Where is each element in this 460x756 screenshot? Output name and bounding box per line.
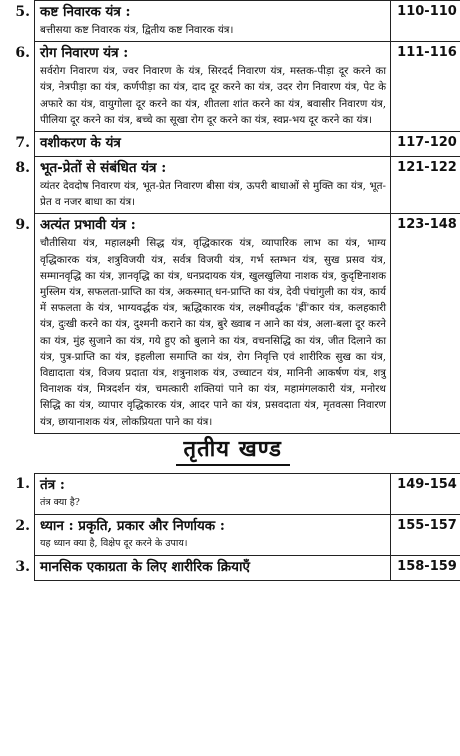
entry-pages: 155-157	[391, 515, 460, 556]
toc-row	[2, 556, 460, 581]
section-title: तृतीय खण्ड	[176, 434, 290, 466]
toc-table	[2, 0, 460, 581]
entry-description: तंत्र क्या है?	[40, 496, 80, 508]
entry-number: 3.	[15, 558, 30, 575]
entry-description: बत्तीसया कष्ट निवारक यंत्र, द्वितीय कष्ट निवारक यंत्र।	[40, 24, 234, 36]
entry-title: ध्यान : प्रकृति, प्रकार और निर्णायक :	[40, 518, 225, 535]
entry-pages: 123-148	[391, 214, 460, 433]
entry-number: 6.	[15, 44, 30, 61]
entry-title: वशीकरण के यंत्र	[40, 135, 121, 152]
entry-title: भूत-प्रेतों से संबंधित यंत्र :	[40, 160, 167, 177]
entry-number: 7.	[15, 134, 30, 151]
toc-row	[2, 132, 460, 157]
toc-row	[2, 214, 460, 433]
toc-row	[2, 515, 460, 556]
entry-number: 2.	[15, 517, 30, 534]
entry-description: व्यंतर देवदोष निवारण यंत्र, भूत-प्रेत निवारण बीसा यंत्र, ऊपरी बाधाओं से मुक्ति का यंत्र, भूत-प्रेत व नजर बाधा का यंत्र।	[40, 180, 386, 209]
entry-pages: 149-154	[391, 473, 460, 514]
entry-description: चौतीसिया यंत्र, महालक्ष्मी सिद्ध यंत्र, वृद्धिकारक यंत्र, व्यापारिक लाभ का यंत्र, भाग्य वृद्धिकारक यंत्र, शत्रुविजयी यंत्र, सर्वत्र विजयी यंत्र, गर्भ स्तम्भन यंत्र, सुख प्रसव यंत्र, सम्मानवृद्धि का यंत्र, ज्ञानवृद्धि का यंत्र, धनप्रदायक यंत्र, खुलखुलिया नाशक यंत्र, कुदृष्टिनाशक मुस्लिम यंत्र, सफलता-प्राप्ति का यंत्र, अकस्मात् धन-प्राप्ति का यंत्र, देवी पंचांगुली का यंत्र, कार्य में सफलता के यंत्र, भाग्यवर्द्धक यंत्र, ऋद्धिकारक यंत्र, लक्ष्मीवर्द्धक 'ह्रीं'कार यंत्र, कलहकारी यंत्र, दुःखी करने का यंत्र, दुश्मनी कराने का यंत्र, बुरे ख्वाब न आने का यंत्र, अला-बला दूर करने का यंत्र, मुंह सुजाने का यंत्र, गये हुए को बुलाने का यंत्र, वचनसिद्धि का यंत्र, जीत दिलाने का यंत्र, पुत्र-प्राप्ति का यंत्र, इहलीला समाप्ति का यंत्र, रोग निवृत्ति एवं शारीरिक सुख का यंत्र, विद्यादाता यंत्र, विजय प्रदाता यंत्र, शत्रुनाशक यंत्र, उच्चाटन यंत्र, मानिनी आकर्षण यंत्र, शत्रु विनाशक यंत्र, मित्रदर्शन यंत्र, चमत्कारी शक्तियां पाने का यंत्र, महामंगलकारी यंत्र, मनोरथ सिद्धि का यंत्र, व्यापार वृद्धिकारक यंत्र, आदर पाने का यंत्र, प्रसवदाता यंत्र, मृतवत्सा निवारण यंत्र, छायानाशक यंत्र, लोकप्रियता पाने का यंत्र।	[40, 237, 386, 428]
entry-description: सर्वरोग निवारण यंत्र, ज्वर निवारण के यंत्र, सिरदर्द निवारण यंत्र, मस्तक-पीड़ा दूर करने का यंत्र, नेत्रपीड़ा का यंत्र, कर्णपीड़ा का यंत्र, दाद दूर करने का यंत्र, उदर रोग निवारण यंत्र, पेट के अफारे का यंत्र, वायुगोला दूर करने का यंत्र, शीतला शांत करने का यंत्र, बवासीर निवारण यंत्र, पीलिया दूर करने का यंत्र, बच्चे का सूखा रोग दूर करने का यंत्र, स्वप्न-भय दूर करने का यंत्र।	[40, 65, 386, 126]
entry-number: 5.	[15, 3, 30, 20]
toc-row	[2, 42, 460, 132]
entry-title: रोग निवारण यंत्र :	[40, 45, 129, 62]
entry-pages: 117-120	[391, 132, 460, 157]
toc-row	[2, 1, 460, 42]
entry-number: 8.	[15, 159, 30, 176]
entry-title: मानसिक एकाग्रता के लिए शारीरिक क्रियाएँ	[40, 559, 250, 576]
entry-pages: 158-159	[391, 556, 460, 581]
entry-number: 9.	[15, 216, 30, 233]
entry-pages: 110-110	[391, 1, 460, 42]
section-heading-row	[2, 433, 460, 473]
entry-title: अत्यंत प्रभावी यंत्र :	[40, 217, 136, 234]
entry-pages: 121-122	[391, 157, 460, 214]
entry-number: 1.	[15, 476, 30, 493]
toc-row	[2, 473, 460, 514]
entry-pages: 111-116	[391, 42, 460, 132]
entry-title: तंत्र :	[40, 476, 65, 493]
entry-description: यह ध्यान क्या है, विक्षेप दूर करने के उपाय।	[40, 538, 188, 550]
entry-title: कष्ट निवारक यंत्र :	[40, 4, 131, 20]
toc-row	[2, 157, 460, 214]
